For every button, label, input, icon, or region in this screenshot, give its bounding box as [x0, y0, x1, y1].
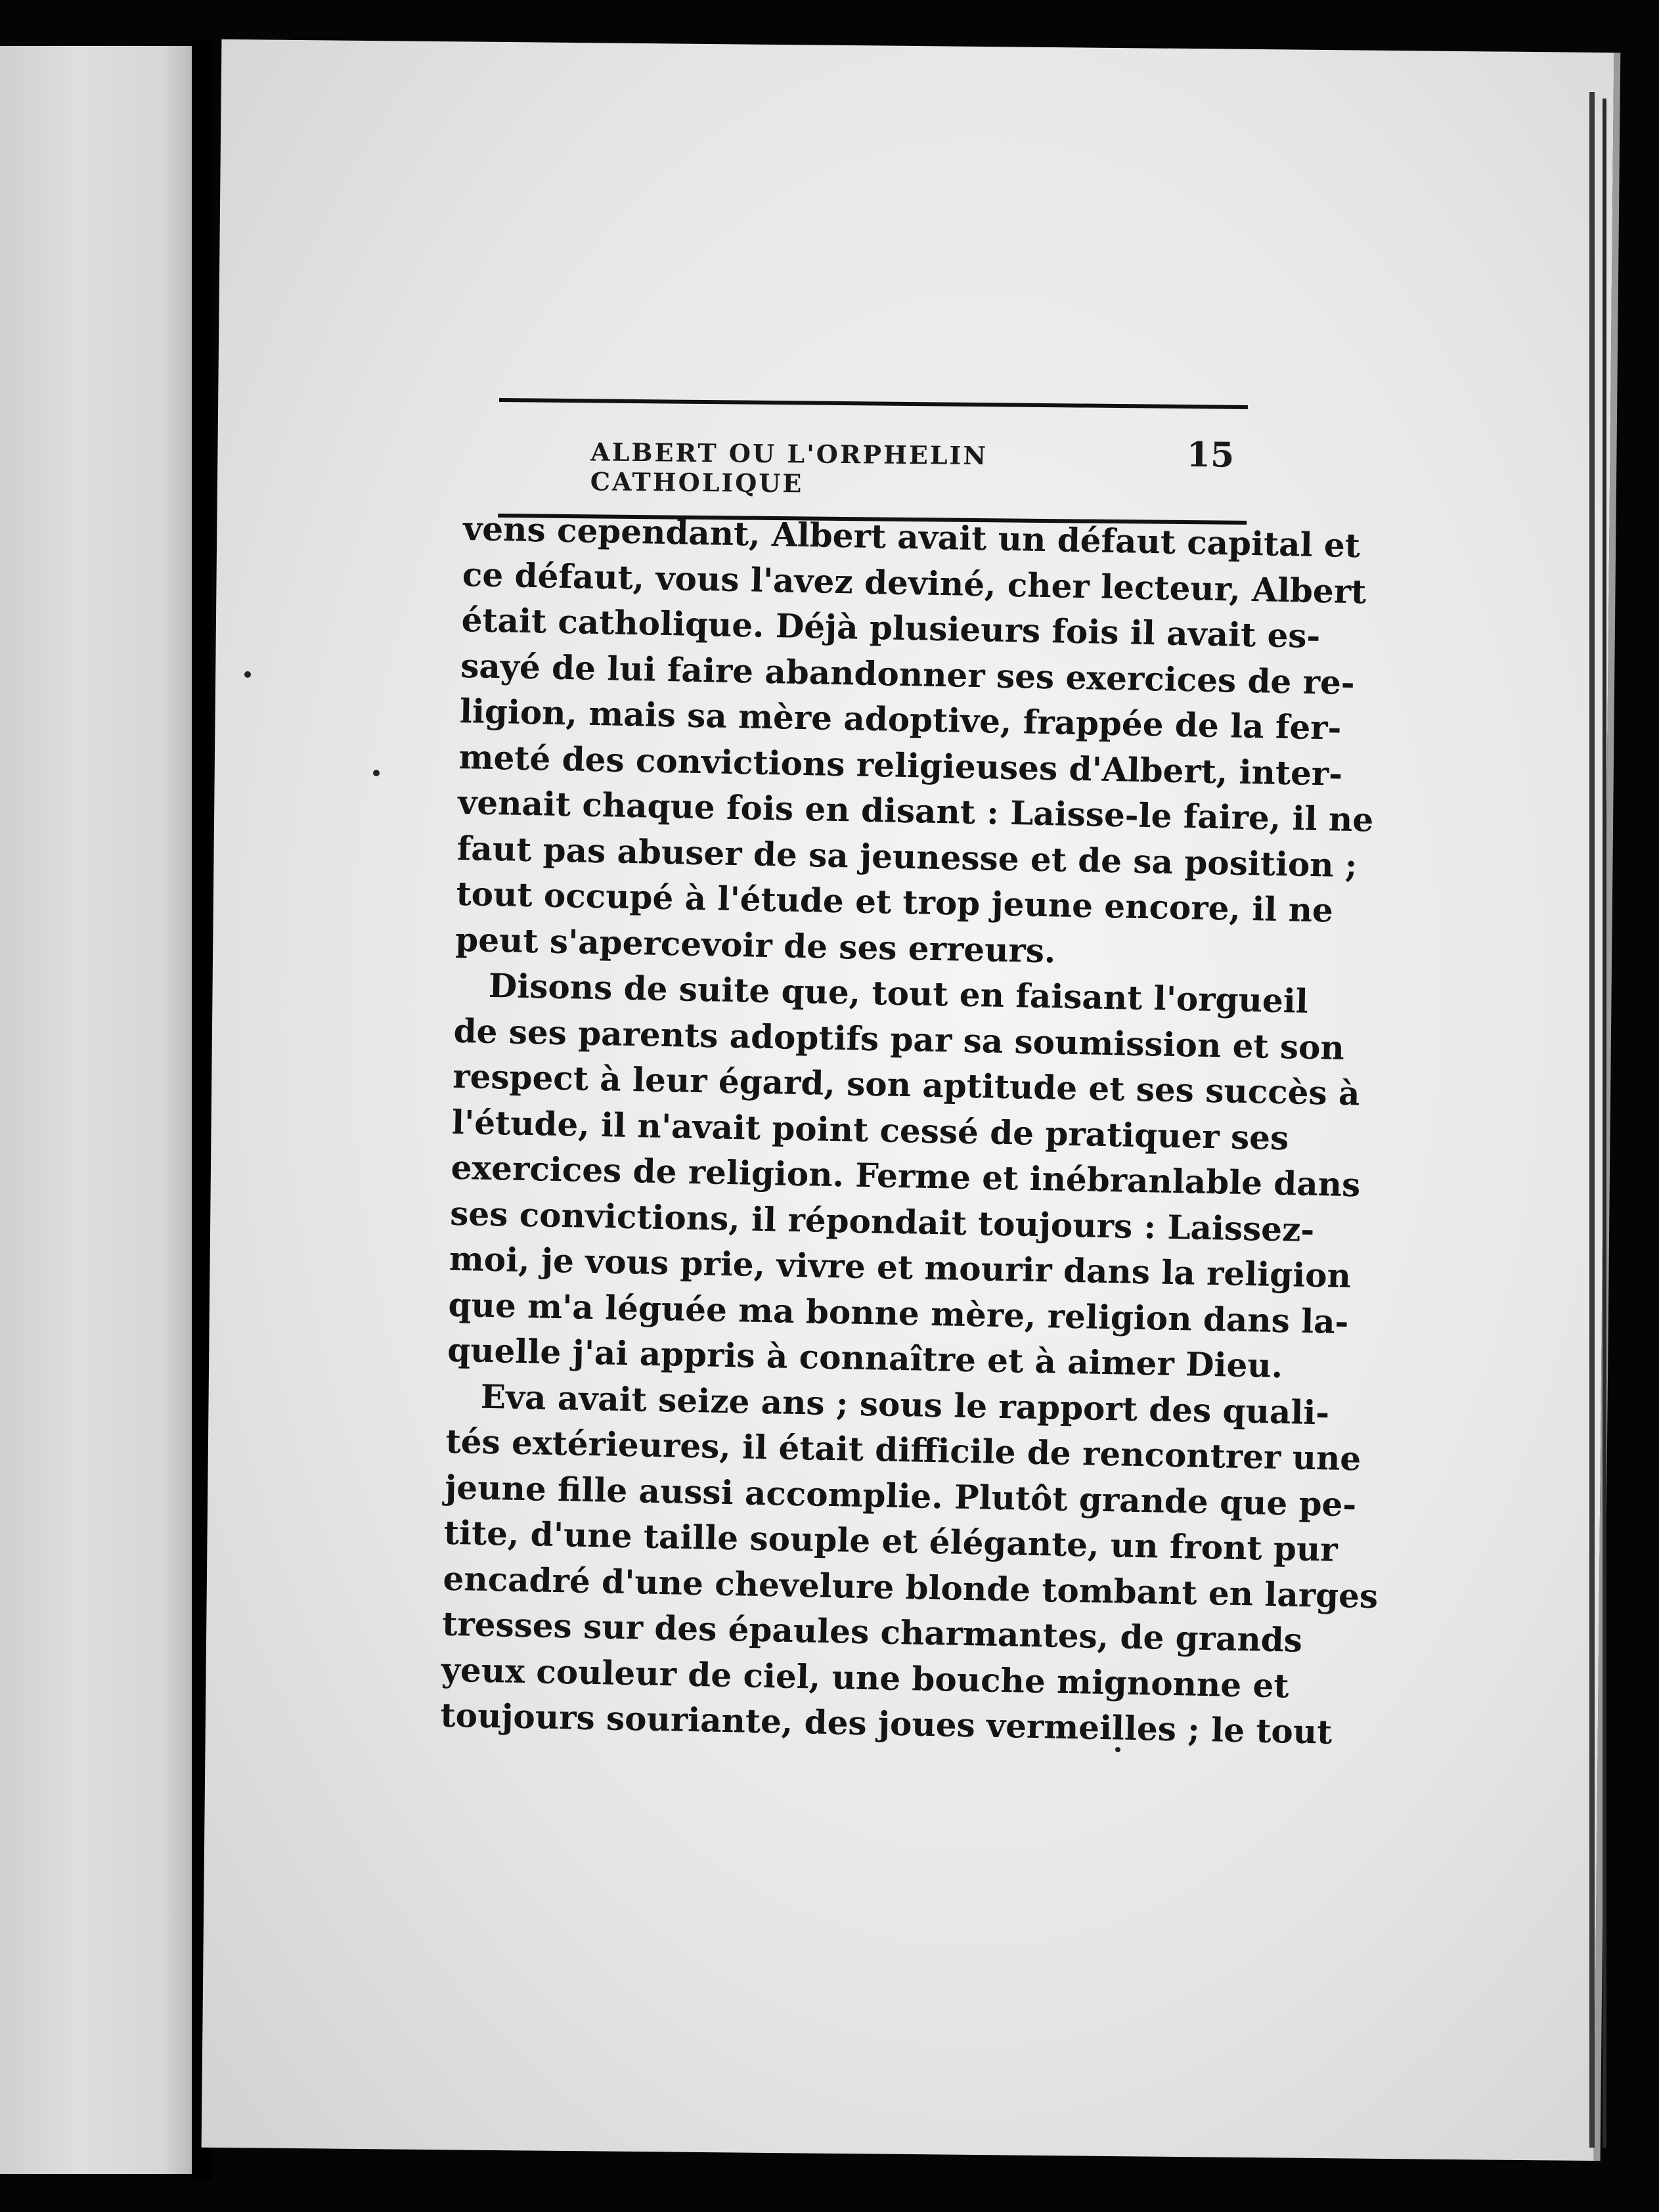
text-line: tés extérieures, il était difficile de rencontrer une	[445, 1421, 1361, 1478]
text-line: meté des convictions religieuses d'Albert, inter-	[458, 737, 1343, 793]
text-line: Disons de suite que, tout en faisant l'orgueil	[488, 965, 1309, 1021]
text-line: yeux couleur de ciel, une bouche mignonne et	[441, 1650, 1290, 1705]
text-line: sayé de lui faire abandonner ses exercices de re-	[460, 646, 1356, 702]
text-line: que m'a léguée ma bonne mère, religion dans la-	[448, 1285, 1349, 1341]
text-line: respect à leur égard, son aptitude et ses succès à	[452, 1056, 1360, 1113]
text-line: moi, je vous prie, vivre et mourir dans la religion	[449, 1239, 1352, 1296]
running-title: ALBERT OU L'ORPHELIN CATHOLIQUE	[590, 437, 988, 498]
text-line: ligion, mais sa mère adoptive, frappée de la fer-	[459, 691, 1342, 747]
text-line: ses convictions, il répondait toujours : Laissez-	[449, 1193, 1315, 1249]
page-number: 15	[1186, 435, 1235, 476]
text-line: faut pas abuser de sa jeunesse et de sa position ;	[456, 828, 1358, 885]
running-header	[498, 398, 1248, 525]
text-line: de ses parents adoptifs par sa soumission et son	[453, 1011, 1345, 1067]
page-edge-line	[1589, 92, 1595, 2148]
header-row	[498, 402, 1248, 521]
text-line: tout occupé à l'étude et trop jeune encore, il ne	[456, 874, 1334, 930]
text-line: quelle j'ai appris à connaître et à aimer Dieu.	[447, 1330, 1283, 1386]
text-line: exercices de religion. Ferme et inébranlable dans	[451, 1147, 1361, 1205]
text-line: jeune fille aussi accomplie. Plutôt grande que pe-	[444, 1467, 1357, 1524]
text-line: Eva avait seize ans ; sous le rapport des quali-	[480, 1377, 1330, 1432]
text-line: peut s'apercevoir de ses erreurs.	[454, 919, 1056, 970]
text-line: l'étude, il n'avait point cessé de pratiquer ses	[451, 1102, 1289, 1157]
text-line: encadré d'une chevelure blonde tombant en larges	[443, 1559, 1379, 1616]
page-edge-line-outer	[1603, 99, 1606, 2148]
dust-speck	[244, 671, 251, 678]
text-line: était catholique. Déjà plusieurs fois il avait es-	[461, 600, 1321, 656]
text-line: tresses sur des épaules charmantes, de grands	[441, 1604, 1303, 1660]
text-line: vens cependant, Albert avait un défaut capital et	[462, 508, 1361, 565]
text-line: toujours souriante, des joues vermeilles ; le tout	[440, 1695, 1333, 1752]
text-line: venait chaque fois en disant : Laisse-le faire, il ne	[457, 782, 1374, 839]
dust-speck	[373, 770, 380, 776]
left-page-edge	[0, 46, 192, 2174]
text-line: tite, d'une taille souple et élégante, un front pur	[443, 1513, 1338, 1569]
text-line: ce défaut, vous l'avez deviné, cher lecteur, Albert	[462, 554, 1367, 611]
body-text	[440, 506, 1379, 1753]
